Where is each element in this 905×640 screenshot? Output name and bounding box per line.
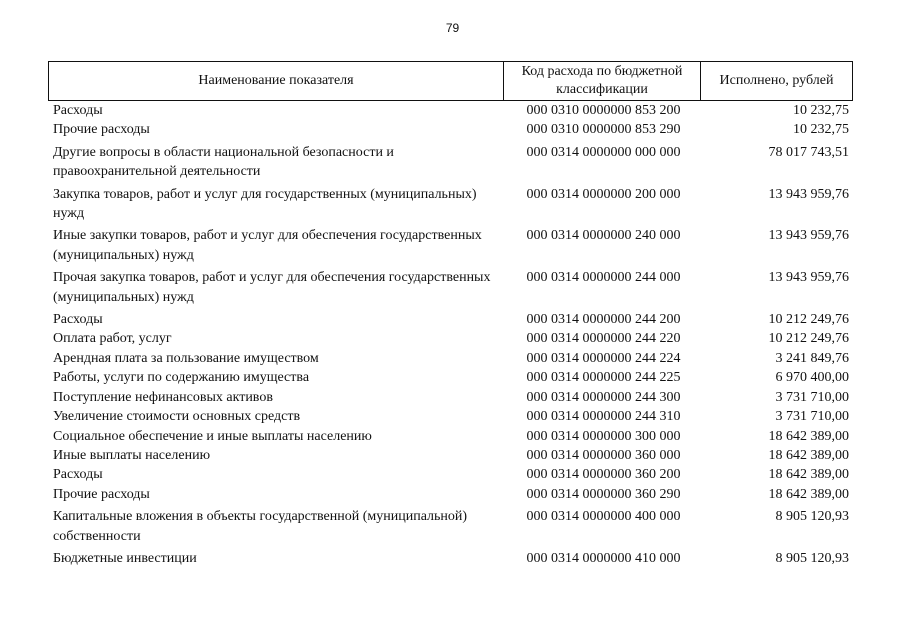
cell-code: 000 0314 0000000 244 224	[526, 350, 681, 366]
table-row	[48, 388, 853, 407]
cell-amount: 10 212 249,76	[768, 312, 849, 328]
cell-amount: 13 943 959,76	[768, 270, 849, 286]
cell-amount: 18 642 389,00	[768, 447, 849, 463]
cell-amount: 78 017 743,51	[768, 144, 849, 160]
cell-amount: 10 232,75	[793, 103, 849, 118]
header-amount: Исполнено, рублей	[719, 73, 834, 88]
cell-name: Поступление нефинансовых активов	[53, 389, 273, 405]
cell-amount: 13 943 959,76	[768, 186, 849, 202]
cell-amount: 3 731 710,00	[775, 389, 849, 405]
cell-name: Иные выплаты населению	[53, 447, 211, 463]
cell-code: 000 0314 0000000 200 000	[526, 186, 681, 202]
cell-code: 000 0314 0000000 244 310	[526, 409, 681, 425]
cell-name: Расходы	[53, 467, 103, 483]
cell-code: 000 0314 0000000 410 000	[526, 550, 681, 566]
cell-code: 000 0314 0000000 360 200	[526, 467, 681, 483]
cell-amount: 6 970 400,00	[775, 370, 849, 386]
cell-code: 000 0310 0000000 853 200	[526, 103, 681, 118]
table-row	[48, 446, 853, 465]
cell-amount: 10 232,75	[793, 122, 849, 138]
cell-amount: 10 212 249,76	[768, 331, 849, 347]
cell-amount: 13 943 959,76	[768, 228, 849, 244]
cell-name: Бюджетные инвестиции	[53, 550, 197, 566]
cell-code: 000 0314 0000000 360 000	[526, 447, 681, 463]
table-row	[48, 465, 853, 484]
table-row	[48, 329, 853, 348]
cell-name: Прочая закупка товаров, работ и услуг для обеспечения государственных (муниципальных) нужд	[53, 270, 491, 305]
cell-amount: 3 731 710,00	[775, 409, 849, 425]
header-code: Код расхода по бюджетной классификации	[504, 62, 701, 100]
cell-code: 000 0314 0000000 244 000	[526, 270, 681, 286]
cell-amount: 8 905 120,93	[775, 550, 849, 566]
cell-code: 000 0314 0000000 000 000	[526, 144, 681, 160]
table-row	[48, 101, 853, 120]
table-row	[48, 349, 853, 368]
cell-name: Арендная плата за пользование имуществом	[53, 350, 319, 366]
cell-name: Расходы	[53, 103, 103, 118]
table-row	[48, 485, 853, 504]
table-row	[48, 120, 853, 139]
table-row	[48, 185, 853, 224]
cell-code: 000 0314 0000000 244 225	[526, 370, 681, 386]
cell-code: 000 0314 0000000 244 200	[526, 312, 681, 328]
cell-name: Прочие расходы	[53, 486, 150, 502]
cell-amount: 18 642 389,00	[768, 428, 849, 444]
table-row	[48, 143, 853, 182]
cell-name: Другие вопросы в области национальной безопасности и правоохранительной деятельности	[53, 144, 394, 180]
table-row	[48, 226, 853, 265]
cell-code: 000 0314 0000000 300 000	[526, 428, 681, 444]
header-name: Наименование показателя	[49, 62, 504, 100]
cell-name: Иные закупки товаров, работ и услуг для обеспечения государственных (муниципальных) нужд	[53, 228, 482, 263]
table-row	[48, 507, 853, 546]
cell-name: Закупка товаров, работ и услуг для государственных (муниципальных) нужд	[53, 186, 477, 222]
cell-code: 000 0314 0000000 244 300	[526, 389, 681, 405]
cell-name: Капитальные вложения в объекты государственной (муниципальной) собственности	[53, 509, 468, 544]
table-row	[48, 407, 853, 426]
table-row	[48, 368, 853, 387]
table-row	[48, 310, 853, 329]
cell-code: 000 0310 0000000 853 290	[526, 122, 681, 138]
cell-code: 000 0314 0000000 360 290	[526, 486, 681, 502]
table-row	[48, 549, 853, 568]
cell-name: Увеличение стоимости основных средств	[53, 409, 301, 425]
cell-name: Социальное обеспечение и иные выплаты населению	[53, 428, 372, 444]
table-row	[48, 268, 853, 307]
cell-amount: 8 905 120,93	[775, 509, 849, 525]
cell-name: Прочие расходы	[53, 122, 150, 138]
table-header	[48, 61, 853, 101]
cell-amount: 18 642 389,00	[768, 486, 849, 502]
cell-code: 000 0314 0000000 240 000	[526, 228, 681, 244]
cell-amount: 18 642 389,00	[768, 467, 849, 483]
cell-amount: 3 241 849,76	[775, 350, 849, 366]
page-number: 79	[445, 21, 460, 35]
cell-code: 000 0314 0000000 244 220	[526, 331, 681, 347]
cell-name: Расходы	[53, 312, 103, 328]
table-row	[48, 427, 853, 446]
cell-name: Работы, услуги по содержанию имущества	[53, 370, 310, 386]
table-body	[48, 101, 853, 568]
cell-code: 000 0314 0000000 400 000	[526, 509, 681, 525]
cell-name: Оплата работ, услуг	[53, 331, 172, 347]
